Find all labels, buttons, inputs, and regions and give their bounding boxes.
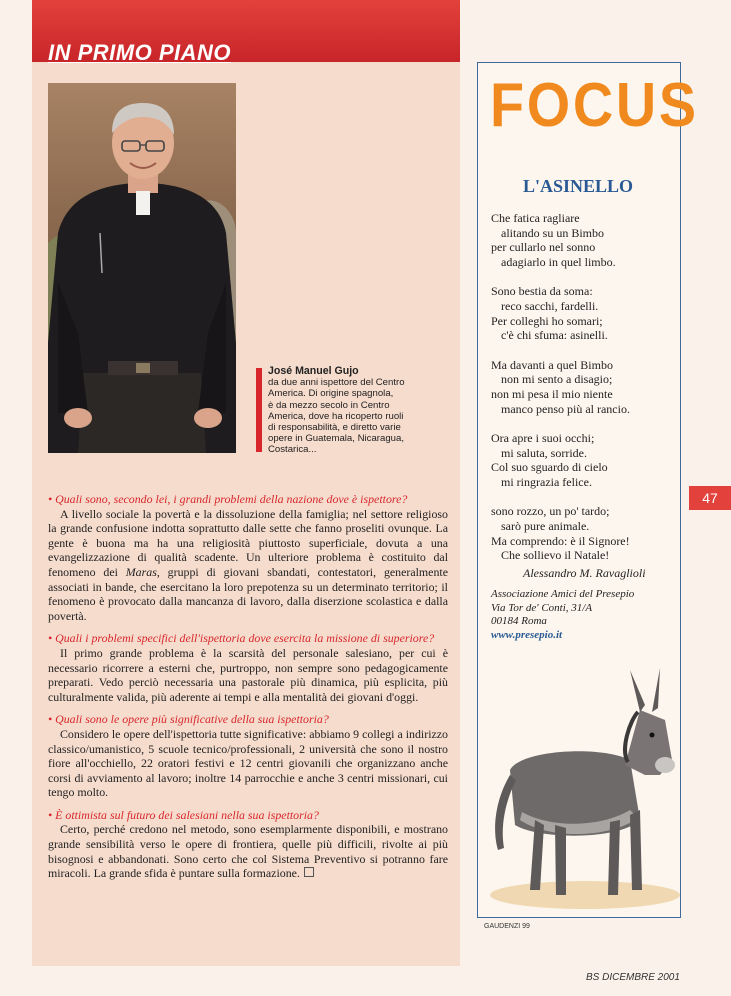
interview-answer: Certo, perché credono nel metodo, sono esemplarmente disponibili, e mostrano grande sensibilità verso le opere di frontiera, quelle più difficili, rivolte ai più bisognosi e abbandonati. Sono certo che col Sistema Preventivo si potranno fare miracoli. La grande sfida è puntare sulla formazione. [48, 822, 448, 881]
caption-line: di responsabilità, e diretto varie [268, 422, 401, 434]
poem-stanza [491, 211, 681, 270]
assoc-line: 00184 Roma [491, 615, 547, 628]
focus-title: FOCUS [490, 71, 699, 140]
poem-stanza [491, 358, 681, 417]
portrait-photo [48, 83, 236, 453]
interview-question: • Quali i problemi specifici dell'ispettoria dove esercita la missione di superiore? [48, 631, 435, 646]
poem-line: Ma davanti a quel Bimbo [491, 357, 613, 372]
poem-line: adagiarlo in quel limbo. [501, 255, 616, 270]
poem-line: Che fatica ragliare [491, 211, 580, 225]
poem-line: per cullarlo nel sonno [491, 240, 596, 255]
poem-line: Che sollievo il Natale! [501, 548, 610, 563]
poem-line: sarò pure animale. [501, 518, 590, 533]
website-link[interactable]: www.presepio.it [491, 628, 563, 641]
caption-name: José Manuel Gujo [268, 365, 359, 377]
caption-accent-bar [256, 368, 262, 452]
poem-line: mi ringrazia felice. [501, 475, 592, 490]
end-mark-icon [304, 867, 314, 877]
poem-line: Per colleghi ho somari; [491, 313, 603, 328]
poem-line: c'è chi sfuma: asinelli. [501, 328, 608, 343]
poem-line: Col suo sguardo di cielo [491, 460, 608, 475]
caption-line: opere in Guatemala, Nicaragua, [268, 433, 404, 445]
interview-answer: Il primo grande problema è la scarsità del personale salesiano, per cui è necessario ricorrere a esterni che, purtroppo, non sempre sono pedagogicamente preparati. Vedo perciò necessaria una pastorale più dinamica, più esplicita, più culturalmente valida, più aderente ai tempi e alla mentalità dei giovani d'oggi. [48, 645, 448, 704]
interview-article [48, 492, 448, 889]
donkey-illustration [480, 650, 680, 930]
poem-line: non mi pesa il mio niente [491, 387, 613, 402]
poem-author: Alessandro M. Ravaglioli [523, 565, 646, 580]
caption-line: da due anni ispettore del Centro [268, 377, 405, 389]
poem-line: Ora apre i suoi occhi; [491, 430, 595, 445]
poem-line: manco penso più al rancio. [501, 401, 630, 416]
illustration-signature: GAUDENZI 99 [484, 923, 530, 930]
poem-line: Sono bestia da soma: [491, 284, 593, 299]
caption-line: è da mezzo secolo in Centro [268, 399, 390, 411]
page-number: 47 [689, 486, 731, 510]
association-info [491, 588, 634, 642]
poem [491, 211, 681, 580]
interview-answer: A livello sociale la povertà e la dissoluzione della famiglia; nel settore religioso la grande confusione indotta soprattutto dalle sette che fanno proseliti ovunque. La gente è buona ma ha una religiosità piuttosto superficiale, dovuta a una evangelizzazione di qualità scadente. Un ulteriore problema è costituito dal fenomeno dei Maras, gruppi di giovani sbandati, contestatori, generalmente associati in bande, che esercitano la loro prepotenza su un determinato territorio; il fenomeno è provocato dalla mancanza di lavoro, dalla diserzione scolastica e dalla povertà. [48, 506, 448, 623]
page-footer: BS DICEMBRE 2001 [586, 972, 680, 983]
poem-line: alitando su un Bimbo [501, 225, 604, 240]
poem-stanza [491, 431, 681, 490]
poem-line: mi saluta, sorride. [501, 445, 587, 460]
poem-title: L'ASINELLO [522, 176, 634, 196]
interview-question: • Quali sono le opere più significative della sua ispettoria? [48, 712, 329, 727]
poem-line: reco sacchi, fardelli. [501, 299, 599, 314]
interview-answer: Considero le opere dell'ispettoria tutte significative: abbiamo 9 collegi a indirizzo classico/umanistico, 5 scuole tecnico/professionali, 2 università che sono il nostro fiore all'occhiello, 22 oratori festivi e 12 centri giovanili che organizzano anche corsi di avviamento al lavoro; inoltre 14 parrocchie e anche 3 centri missionari, cui tengo molto. [48, 726, 448, 800]
interview-question: • È ottimista sul futuro dei salesiani nella sua ispettoria? [48, 807, 319, 822]
caption-line: America, dove ha ricoperto ruoli [268, 410, 404, 422]
caption-line: Costarica... [268, 444, 317, 456]
poem-line: Ma comprendo: è il Signore! [491, 533, 630, 548]
poem-line: non mi sento a disagio; [501, 372, 613, 387]
section-title: IN PRIMO PIANO [48, 40, 232, 65]
interview-question: • Quali sono, secondo lei, i grandi problemi della nazione dove è ispettore? [48, 492, 408, 506]
caption-line: America. Di origine spagnola, [268, 388, 394, 400]
assoc-line: Via Tor de' Conti, 31/A [491, 601, 593, 614]
poem-line: sono rozzo, un po' tardo; [491, 504, 610, 519]
photo-caption [268, 366, 428, 456]
poem-stanza [491, 504, 681, 563]
poem-stanza [491, 284, 681, 343]
assoc-line: Associazione Amici del Presepio [491, 588, 635, 600]
